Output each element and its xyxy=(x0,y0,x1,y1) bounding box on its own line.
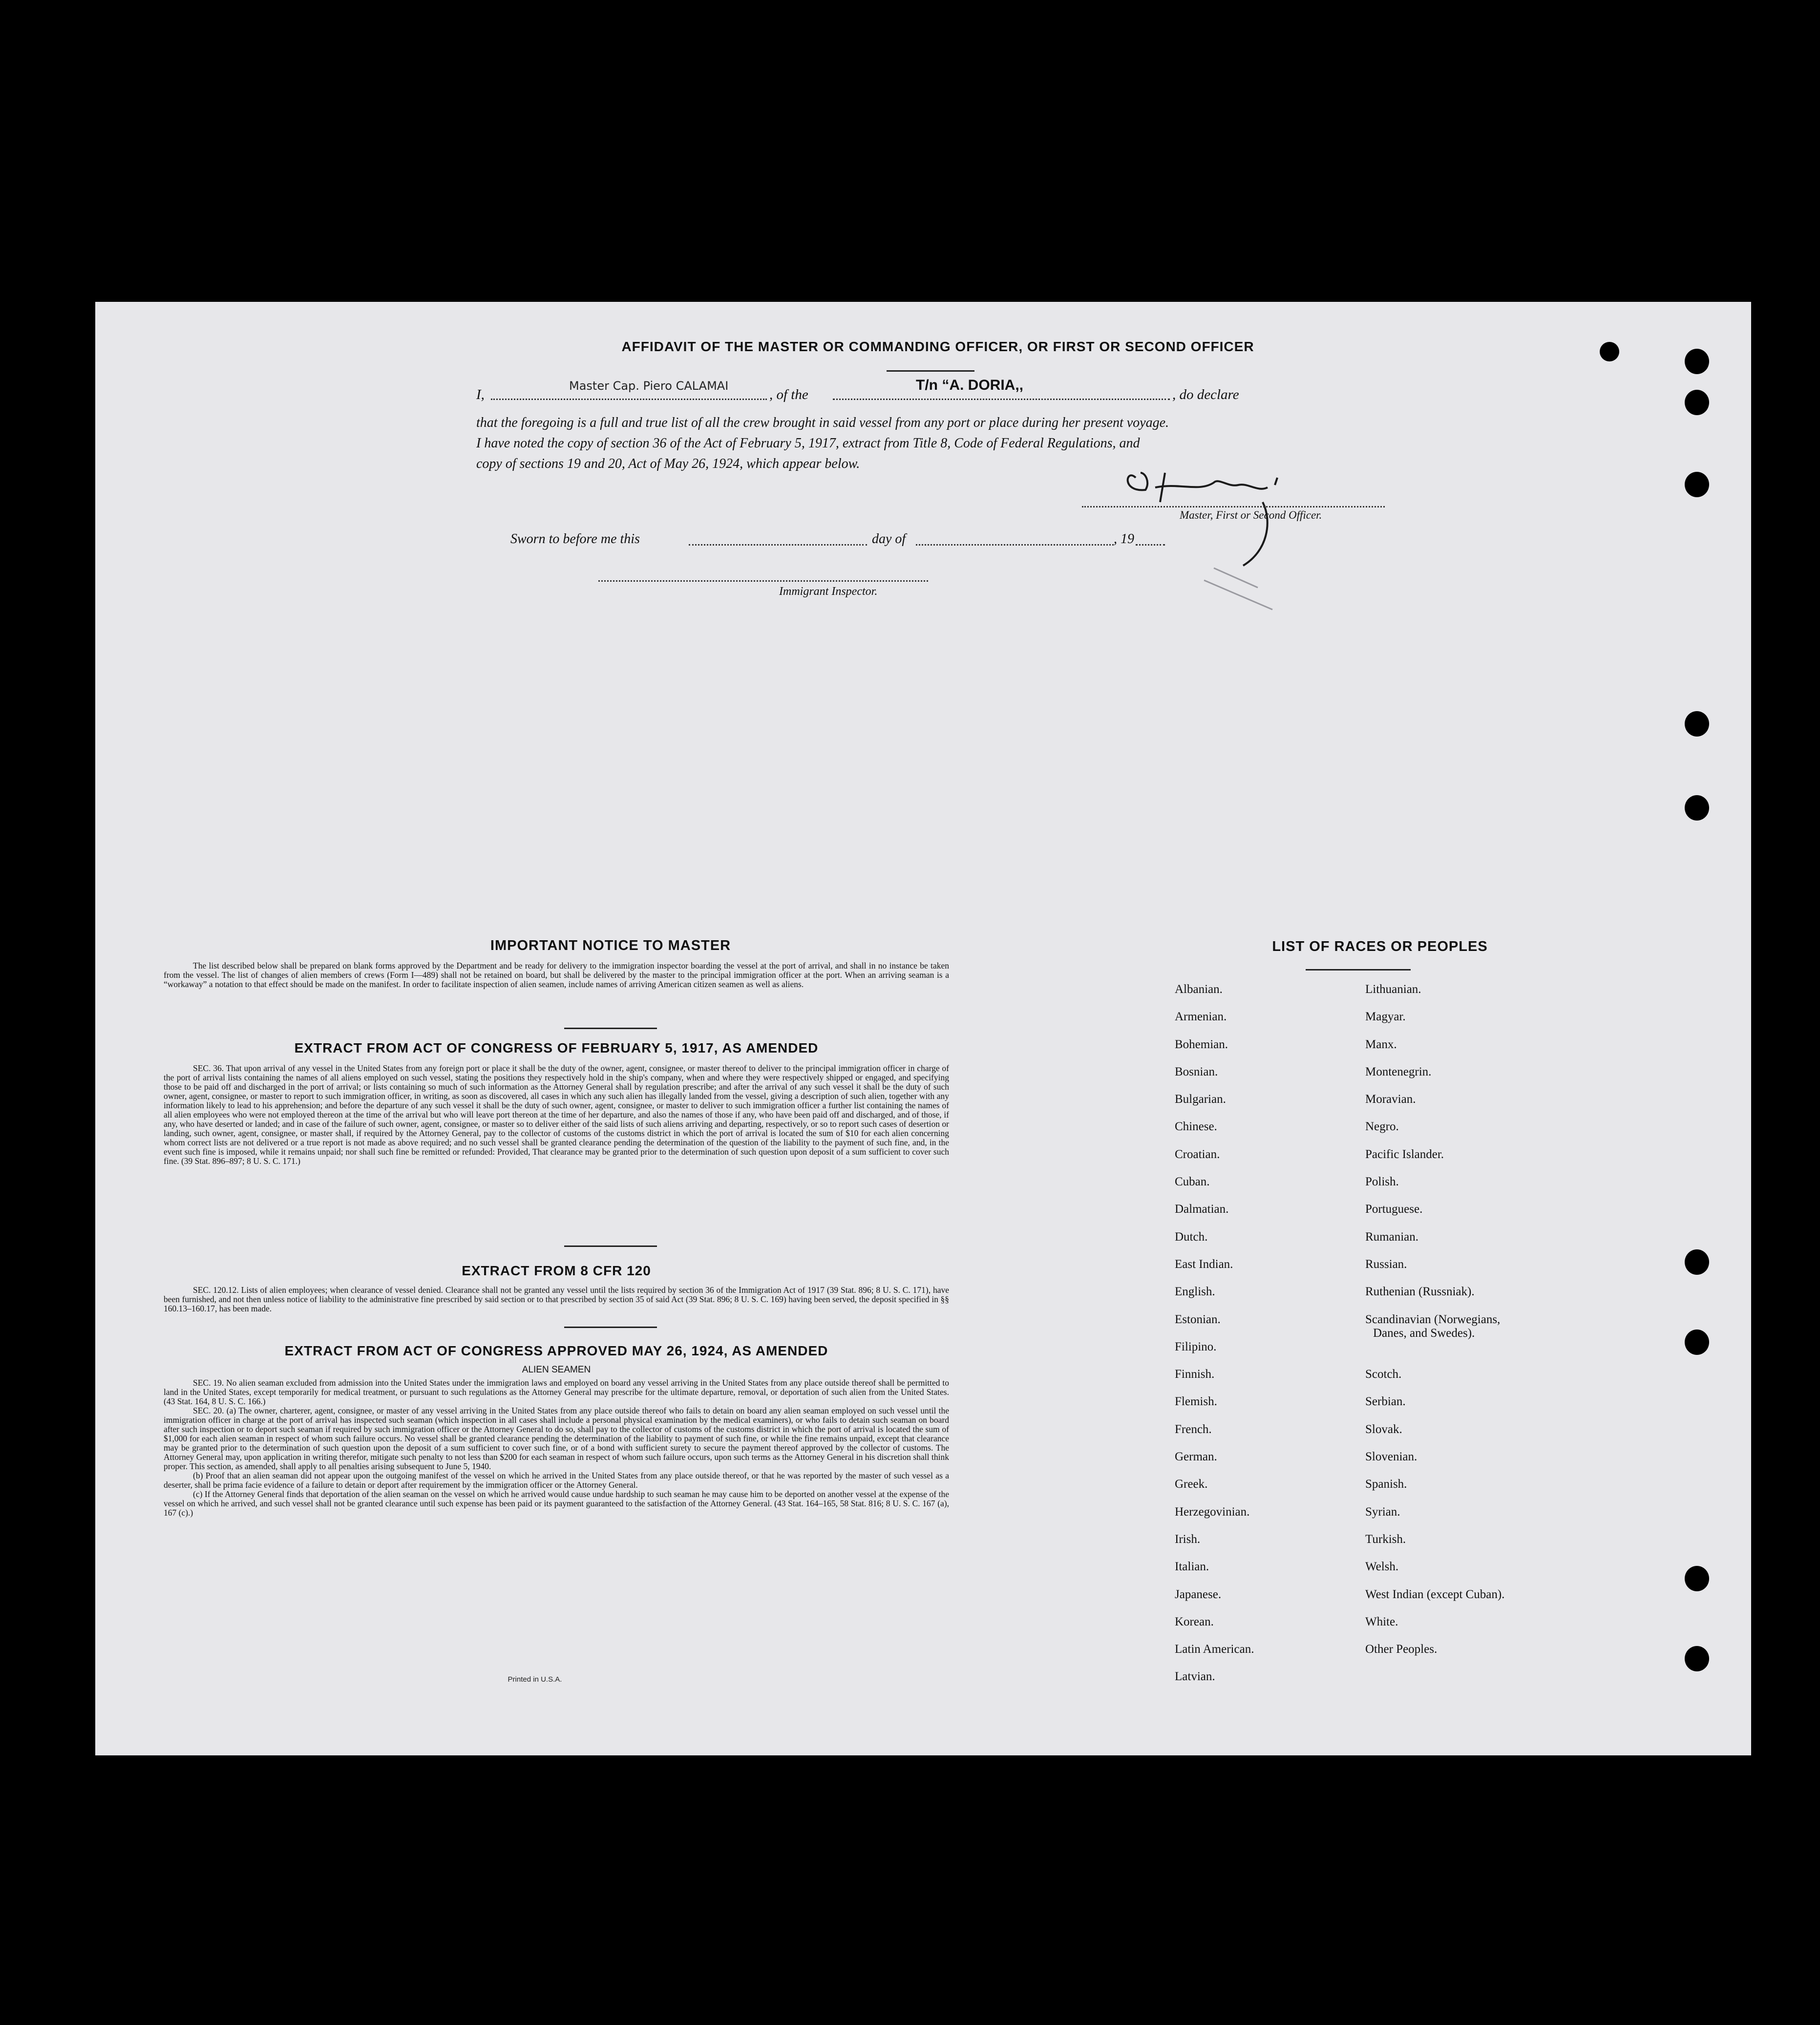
race-item: Rumanian. xyxy=(1365,1230,1419,1244)
race-item: Turkish. xyxy=(1365,1532,1406,1546)
day-of-label: day of xyxy=(872,531,906,547)
race-item: Pacific Islander. xyxy=(1365,1147,1444,1161)
extract1917-rule xyxy=(564,1245,657,1247)
race-item: Greek. xyxy=(1175,1477,1208,1491)
punch-hole xyxy=(1685,1329,1709,1355)
race-item: Scandinavian (Norwegians, xyxy=(1365,1312,1501,1326)
race-item: Magyar. xyxy=(1365,1010,1406,1024)
race-item: Scotch. xyxy=(1365,1368,1402,1381)
do-declare-label: , do declare xyxy=(1172,387,1239,402)
race-item: Albanian. xyxy=(1175,983,1223,996)
extract1917-body: SEC. 36. That upon arrival of any vessel in the United States from any foreign port or place it shall be the duty of the owner, agent, consignee, or master thereof to deliver to the principal immigration officer in charge of the port of arrival lists containing the names of all aliens employed on such vessel, stating the positions they respectively hold in the ship's company, when and where they were respectively shipped or engaged, and specifying those to be paid off and discharged in the port of arrival; or lists containing so much of such information as the Attorney General shall by regulation prescribe; and after the arrival of any such vessel it shall be the duty of such owner, agent, consignee, or master to report to such immigration officer, in writing, as soon as discovered, all cases in which any such alien has illegally landed from the vessel, giving a description of such alien, together with any information likely to lead to his apprehension; and before the departure of any such vessel it shall be the duty of such owner, agent, consignee, or master to deliver to such immigration officer a further list containing the names of all alien employees who were not employed thereon at the time of the arrival but who will leave port thereon at the time of her departure, and also the names of those if any, who have been paid off and discharged, and of those, if any, who have deserted or landed; and in case of the failure of such owner, agent, consignee, or master so to deliver either of the said lists of such aliens arriving and departing, respectively, or so to report such cases of desertion or landing, such owner, agent, consignee, or master shall, if required by the Attorney General, pay to the collector of customs of the customs district in which the port of arrival is located the sum of $10 for each alien concerning whom correct lists are not delivered or a true report is not made as above required; and no such vessel shall be granted clearance pending the determination of the question of the liability to the payment of such fine, and, in the event such fine is imposed, while it remains unpaid; nor shall such fine be remitted or refunded: Provided, That clearance may be granted prior to the determination of such question upon deposit of a sum sufficient to cover such fine. (39 Stat. 896–897; 8 U. S. C. 171.) xyxy=(164,1063,949,1166)
race-item: Latvian. xyxy=(1175,1670,1215,1684)
year-label: , 19 xyxy=(1114,531,1134,547)
race-item: Portuguese. xyxy=(1365,1202,1423,1216)
vessel-name-line xyxy=(833,399,1170,400)
notice-rule xyxy=(564,1028,657,1029)
vessel-name: T/n “A. DORIA,, xyxy=(916,377,1023,393)
sworn-day-line xyxy=(689,544,867,546)
affidavit-title: AFFIDAVIT OF THE MASTER OR COMMANDING OFFICER, OR FIRST OR SECOND OFFICER xyxy=(621,339,1254,354)
affidavit-line1 xyxy=(476,377,1502,408)
race-item: Japanese. xyxy=(1175,1587,1222,1601)
affidavit-line3: I have noted the copy of section 36 of the Act of February 5, 1917, extract from Title 8, Code of Federal Regulations, and xyxy=(476,436,1140,451)
punch-hole xyxy=(1685,472,1709,497)
race-item: Slovenian. xyxy=(1365,1450,1418,1464)
race-item: Lithuanian. xyxy=(1365,983,1421,996)
extract-cfr-rule xyxy=(564,1327,657,1328)
race-item: Croatian. xyxy=(1175,1147,1220,1161)
stray-marks xyxy=(1199,566,1297,624)
sec20c-text: (c) If the Attorney General finds that deportation of the alien seaman on the vessel on which he arrived would cause undue hardship to such seaman he may cause him to be deported on another vessel at the expense of the vessel on which he arrived, and such vessel shall not be granted clearance until such expense has been paid or its payment guaranteed to the satisfaction of the Attorney General. (43 Stat. 164–165, 58 Stat. 816; 8 U. S. C. 167 (a), 167 (c).) xyxy=(164,1489,949,1518)
race-item: Ruthenian (Russniak). xyxy=(1365,1285,1475,1299)
race-item: Polish. xyxy=(1365,1175,1399,1189)
punch-hole xyxy=(1685,390,1709,415)
race-item: Serbian. xyxy=(1365,1395,1406,1409)
race-item: Dutch. xyxy=(1175,1230,1208,1244)
race-item: Irish. xyxy=(1175,1532,1201,1546)
i-label: I, xyxy=(476,387,485,402)
race-item: Welsh. xyxy=(1365,1560,1399,1574)
signature-line xyxy=(1082,506,1385,507)
extract1924-body xyxy=(164,1378,949,1518)
of-the-label: , of the xyxy=(769,387,808,402)
race-item: Filipino. xyxy=(1175,1340,1217,1353)
affidavit-line2: that the foregoing is a full and true list of all the crew brought in said vessel from any port or place during her present voyage. xyxy=(476,415,1169,430)
race-item: French. xyxy=(1175,1422,1212,1436)
race-item: East Indian. xyxy=(1175,1257,1233,1271)
race-item: Finnish. xyxy=(1175,1368,1215,1381)
punch-hole xyxy=(1685,711,1709,737)
race-item: Flemish. xyxy=(1175,1395,1217,1409)
sec19-text: SEC. 19. No alien seaman excluded from admission into the United States under the immigration laws and employed on board any vessel arriving in the United States from any place outside thereof shall be permitted to land in the United States, except temporarily for medical treatment, or pursuant to such regulations as the Attorney General may prescribe for the ultimate departure, removal, or deportation of such alien from the United States. (43 Stat. 164, 8 U. S. C. 166.) xyxy=(164,1378,949,1406)
sworn-label: Sworn to before me this xyxy=(510,531,640,547)
race-item: Bosnian. xyxy=(1175,1065,1218,1078)
race-item: Danes, and Swedes). xyxy=(1373,1326,1475,1340)
extract-cfr-title: EXTRACT FROM 8 CFR 120 xyxy=(462,1263,651,1278)
sec20a-text: SEC. 20. (a) The owner, charterer, agent, consignee, or master of any vessel arriving in the United States from any place outside thereof who fails to detain on board any alien seaman employed on such vessel until the immigration officer in charge at the port of arrival has inspected such seaman (which inspection in all cases shall include a personal physical examination by the medical examiners), or who fails to detain such seaman on board after such inspection or to deport such seaman if required by such immigration officer or the Attorney General to do so, shall pay to the collector of customs of the customs district in which the port of arrival is located the sum of $1,000 for each alien seaman in respect of whom such failure occurs. No vessel shall be granted clearance pending the determination of the liability to payment of such fine, or while the fine remains unpaid, except that clearance may be granted prior to the determination of such question upon the deposit of a sum sufficient to cover such fine, or of a bond with sufficient surety to secure the payment thereof approved by the collector of customs. The Attorney General may, upon application in writing therefor, mitigate such penalty to not less than $200 for each seaman in respect of whom such failure occurs, upon such terms as the Attorney General in his discretion shall think proper. This section, as amended, shall apply to all penalties arising subsequent to June 5, 1940. xyxy=(164,1406,949,1471)
extract1924-subtitle: ALIEN SEAMEN xyxy=(522,1365,591,1375)
race-item: Russian. xyxy=(1365,1257,1407,1271)
punch-hole xyxy=(1685,1646,1709,1671)
race-item: Korean. xyxy=(1175,1615,1214,1628)
race-item: Armenian. xyxy=(1175,1010,1227,1024)
race-item: English. xyxy=(1175,1285,1215,1299)
race-item: Manx. xyxy=(1365,1037,1397,1051)
sworn-month-line xyxy=(916,544,1114,546)
sec20b-text: (b) Proof that an alien seaman did not appear upon the outgoing manifest of the vessel on which he arrived in the United States from any place outside thereof, or that he was reported by the master of such vessel as a deserter, shall be prima facie evidence of a failure to detain or deport after requirement by the immigration officer or the Attorney General. xyxy=(164,1471,949,1490)
printed-in-usa: Printed in U.S.A. xyxy=(508,1675,562,1684)
race-item: Estonian. xyxy=(1175,1312,1221,1326)
punch-hole xyxy=(1685,1249,1709,1275)
punch-hole xyxy=(1600,342,1619,361)
signature-caption: Master, First or Second Officer. xyxy=(1180,509,1322,521)
title-rule xyxy=(887,370,974,372)
races-left-column xyxy=(1175,983,1351,1698)
punch-hole xyxy=(1685,1566,1709,1591)
race-item: White. xyxy=(1365,1615,1398,1628)
race-item: Bohemian. xyxy=(1175,1037,1228,1051)
affidavit-line4: copy of sections 19 and 20, Act of May 26, 1924, which appear below. xyxy=(476,456,860,471)
races-right-column xyxy=(1365,983,1639,1670)
race-item: Chinese. xyxy=(1175,1120,1217,1134)
race-item: West Indian (except Cuban). xyxy=(1365,1587,1505,1601)
race-item: Latin American. xyxy=(1175,1643,1254,1656)
race-item: Italian. xyxy=(1175,1560,1209,1574)
race-item: Cuban. xyxy=(1175,1175,1210,1189)
punch-hole xyxy=(1685,795,1709,821)
form-sheet xyxy=(95,302,1751,1755)
race-item: Moravian. xyxy=(1365,1093,1416,1106)
master-name: Master Cap. Piero CALAMAI xyxy=(569,379,729,393)
race-item: Dalmatian. xyxy=(1175,1202,1229,1216)
sworn-line xyxy=(510,531,1292,556)
extract1917-title: EXTRACT FROM ACT OF CONGRESS OF FEBRUARY 5, 1917, AS AMENDED xyxy=(294,1040,819,1055)
master-name-line xyxy=(491,399,767,400)
races-title: LIST OF RACES OR PEOPLES xyxy=(1272,939,1488,954)
race-item: Montenegrin. xyxy=(1365,1065,1432,1078)
inspector-caption: Immigrant Inspector. xyxy=(779,585,878,598)
race-item: Other Peoples. xyxy=(1365,1643,1438,1656)
race-item: Herzegovinian. xyxy=(1175,1505,1250,1519)
race-item: German. xyxy=(1175,1450,1217,1464)
extract1924-title: EXTRACT FROM ACT OF CONGRESS APPROVED MAY 26, 1924, AS AMENDED xyxy=(284,1343,828,1358)
punch-hole xyxy=(1685,349,1709,374)
race-item: Syrian. xyxy=(1365,1505,1400,1519)
inspector-line xyxy=(598,580,928,582)
race-item: Bulgarian. xyxy=(1175,1093,1226,1106)
notice-title: IMPORTANT NOTICE TO MASTER xyxy=(490,938,731,953)
race-item: Slovak. xyxy=(1365,1422,1402,1436)
extract-cfr-body: SEC. 120.12. Lists of alien employees; when clearance of vessel denied. Clearance shall not be granted any vessel until the lists required by section 36 of the Immigration Act of 1917 (39 Stat. 896; 8 U. S. C. 171), have been furnished, and not then unless notice of liability to the administrative fine prescribed by said section or to that prescribed by section 35 of said Act (39 Stat. 896; 8 U. S. C. 169) having been served, the deposit specified in §§ 160.13–160.17, has been made. xyxy=(164,1285,949,1313)
sworn-year-line xyxy=(1136,544,1165,546)
race-item: Spanish. xyxy=(1365,1477,1407,1491)
race-item: Negro. xyxy=(1365,1120,1399,1134)
notice-body: The list described below shall be prepared on blank forms approved by the Department and be ready for delivery to the immigration inspector boarding the vessel at the port of arrival, and shall in no instance be taken from the vessel. The list of changes of alien members of crews (Form I—489) shall not be retained on board, but shall be delivered by the master to the principal immigration officer at the port. When an arriving seaman is a “workaway” a notation to that effect should be made on the manifest. In order to facilitate inspection of alien seamen, include names of arriving American citizen seamen as well as aliens. xyxy=(164,961,949,989)
races-rule xyxy=(1306,969,1411,970)
